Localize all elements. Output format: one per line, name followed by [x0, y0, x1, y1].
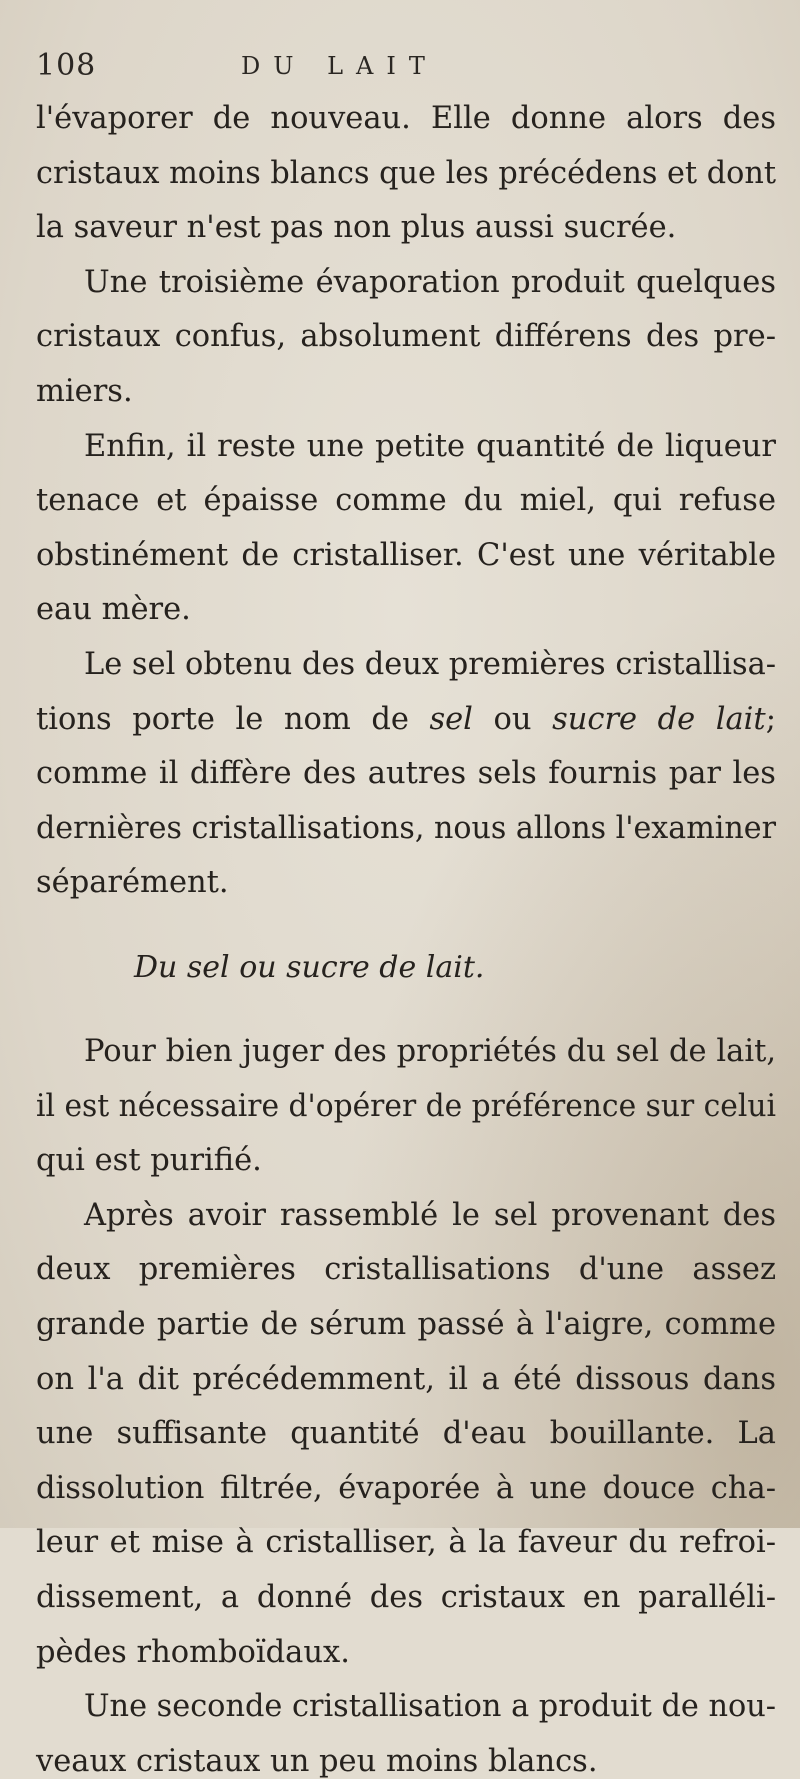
text-line: eau mère. [36, 592, 191, 628]
text-line: Après avoir rassemblé le sel provenant des [84, 1197, 777, 1233]
text-line: dissement, a donné des cristaux en paralléli- [36, 1580, 777, 1615]
text-line: cristaux moins blancs que les précédens et dont [36, 155, 777, 191]
section-heading: Du sel ou sucre de lait. [134, 950, 485, 985]
text-line: cristaux confus, absolument différens des pre- [36, 319, 776, 355]
page-header [36, 48, 776, 88]
text-line: une suffisante quantité d'eau bouillante. La [36, 1416, 776, 1452]
text-line: il est nécessaire d'opérer de préférence sur celui [36, 1088, 776, 1124]
text-line: grande partie de sérum passé à l'aigre, comme [36, 1307, 776, 1342]
text-line: séparément. [36, 865, 229, 901]
text-line: on l'a dit précédemment, il a été dissous dans [36, 1361, 777, 1397]
text-line: veaux cristaux un peu moins blancs. [36, 1743, 598, 1779]
text-line: comme il diffère des autres sels fournis par les [36, 756, 776, 792]
text-line: Le sel obtenu des deux premières cristallisa- [84, 647, 777, 682]
text-line: miers. [36, 374, 133, 409]
text-line: Une troisième évaporation produit quelques [84, 264, 776, 300]
text-line: la saveur n'est pas non plus aussi sucrée. [36, 210, 677, 246]
text-line: Une seconde cristallisation a produit de nou- [84, 1689, 777, 1725]
text-line: Pour bien juger des propriétés du sel de lait, [84, 1034, 777, 1069]
text-line-with-italics: tions porte le nom de sel ou sucre de lait; [36, 701, 776, 737]
text-line: leur et mise à cristalliser, à la faveur du refroi- [36, 1525, 777, 1561]
text-line: dernières cristallisations, nous allons l'examiner [36, 810, 776, 846]
running-title: DU LAIT [241, 52, 438, 80]
text-line: qui est purifié. [36, 1143, 262, 1179]
page-number: 108 [36, 48, 97, 83]
text-line: l'évaporer de nouveau. Elle donne alors des [36, 101, 776, 136]
text-line: obstinément de cristalliser. C'est une véritable [36, 537, 777, 573]
text-line: Enfin, il reste une petite quantité de liqueur [84, 428, 776, 464]
text-line: dissolution filtrée, évaporée à une douce cha- [36, 1470, 777, 1506]
text-line: deux premières cristallisations d'une assez [36, 1252, 777, 1288]
text-line: pèdes rhomboïdaux. [36, 1634, 350, 1670]
text-line: tenace et épaisse comme du miel, qui refuse [36, 483, 776, 519]
